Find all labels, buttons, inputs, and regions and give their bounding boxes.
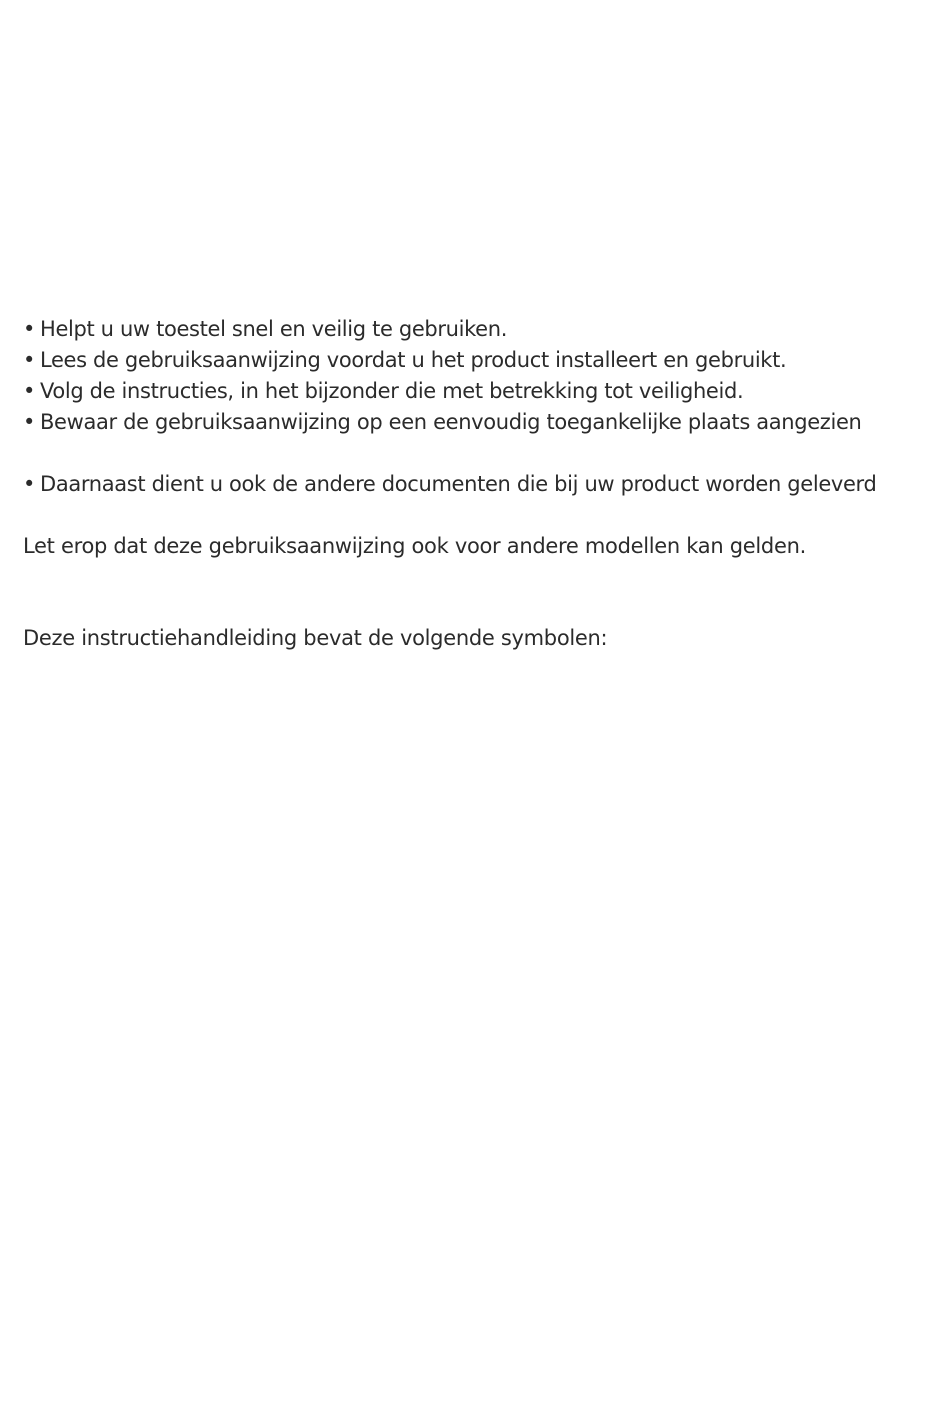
bullet-item [23, 345, 950, 376]
bullet-item [23, 314, 950, 345]
symbols-intro: Deze instructiehandleiding bevat de volgende symbolen: [23, 626, 608, 650]
bullet-item [23, 376, 950, 407]
bullet-mark: • [23, 317, 36, 341]
bullet-text: Helpt u uw toestel snel en veilig te gebruiken. [40, 317, 508, 341]
bullet-text: Daarnaast dient u ook de andere documenten die bij uw product worden geleverd [40, 472, 877, 496]
bullet-mark: • [23, 348, 36, 372]
bullet-mark: • [23, 472, 36, 496]
bullet-text: Bewaar de gebruiksaanwijzing op een eenvoudig toegankelijke plaats aangezien [40, 410, 862, 434]
bullet-text: Volg de instructies, in het bijzonder die met betrekking tot veiligheid. [40, 379, 744, 403]
bullet-item [23, 469, 950, 500]
bullet-text: Lees de gebruiksaanwijzing voordat u het product installeert en gebruikt. [40, 348, 787, 372]
bullet-item [23, 407, 950, 438]
bullet-mark: • [23, 379, 36, 403]
models-note: Let erop dat deze gebruiksaanwijzing ook voor andere modellen kan gelden. [23, 534, 806, 558]
bullet-mark: • [23, 410, 36, 434]
bullet-list [23, 314, 950, 500]
